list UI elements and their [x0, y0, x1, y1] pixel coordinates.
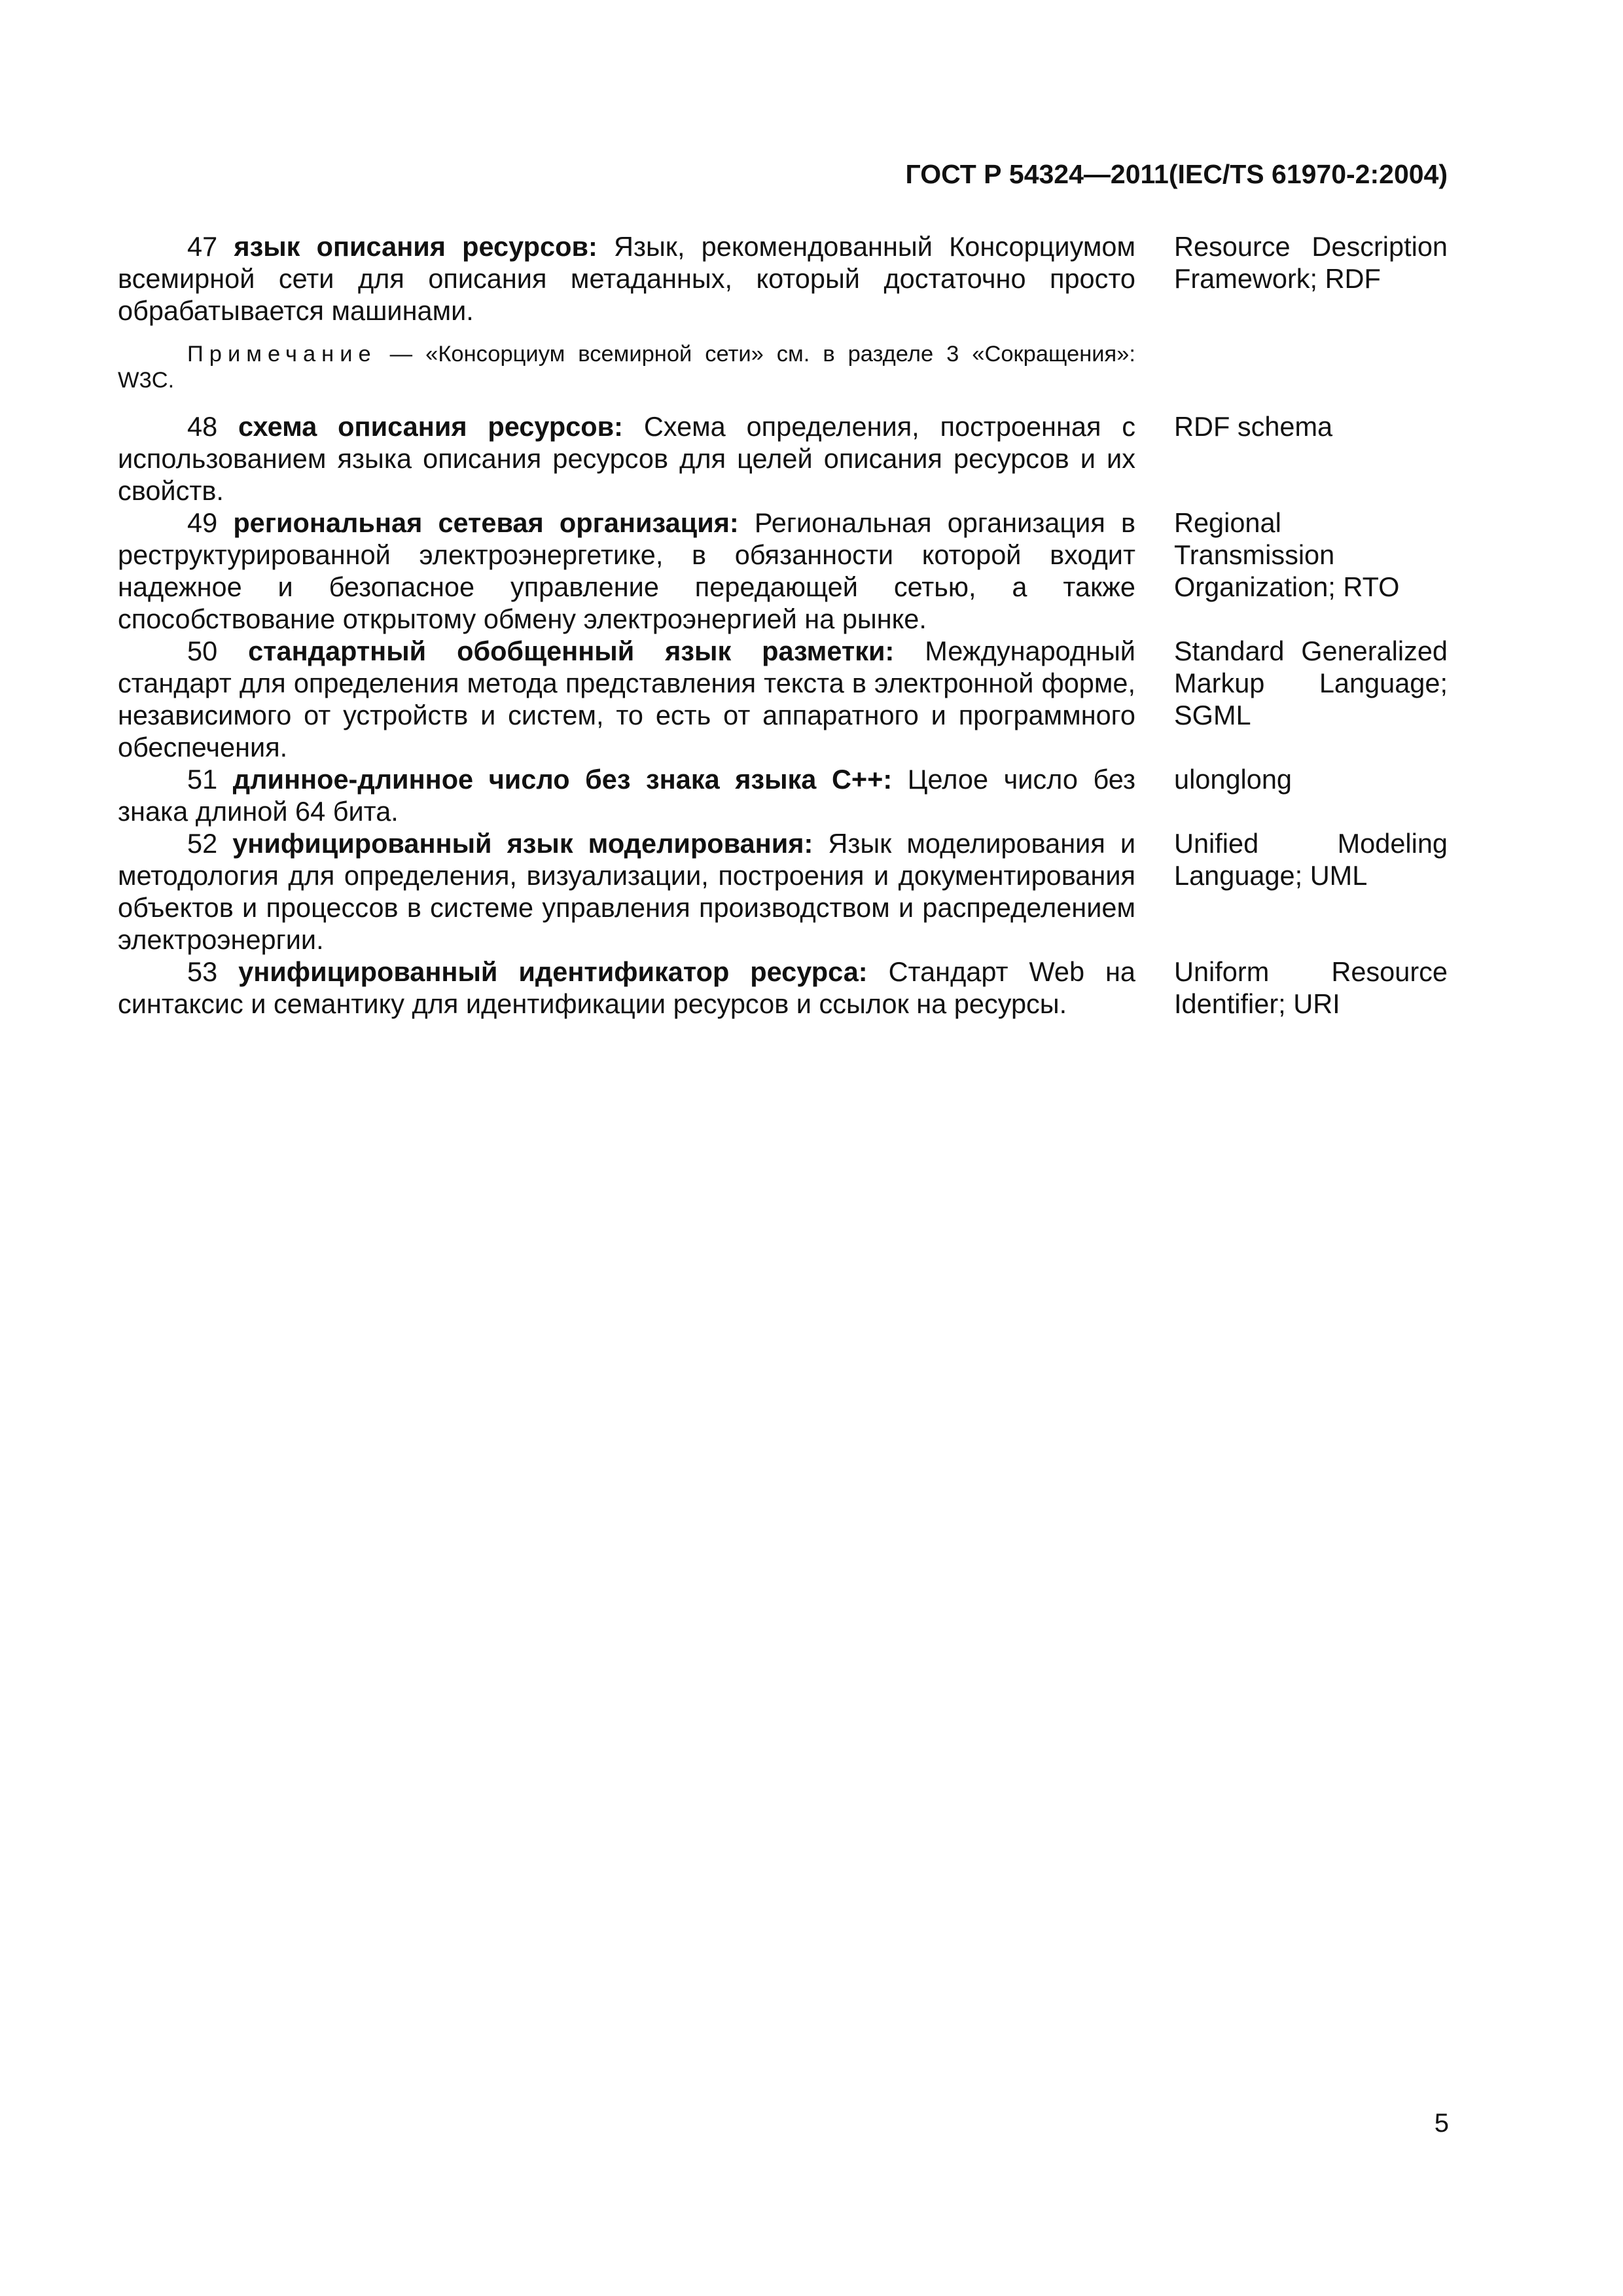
term-entry-49: [118, 507, 1448, 635]
term-number: 51: [187, 764, 218, 795]
english-equivalent: Standard Generalized Markup Language; SGML: [1174, 636, 1448, 730]
term-text: Региональная организация в реструктурированной электроэнергетике, в обязанности которой входит надежное и безопасное управление передающей сетью, а также способствование открытому обмену электроэнергией на рынке.: [118, 507, 1135, 634]
term-entry-52: [118, 827, 1448, 956]
term-number: 47: [187, 231, 218, 262]
term-title: схема описания ресурсов:: [238, 411, 623, 442]
term-title: унифицированный идентификатор ресурса:: [238, 956, 868, 987]
term-title: стандартный обобщенный язык разметки:: [248, 636, 895, 666]
term-definition: [118, 956, 1135, 1020]
term-entry-51: [118, 763, 1448, 827]
term-definition: [118, 635, 1135, 763]
page-number: 5: [1434, 2109, 1449, 2138]
term-number: 50: [187, 636, 218, 666]
term-title: региональная сетевая организация:: [233, 507, 739, 538]
term-entry-48: [118, 410, 1448, 507]
note-label: Примечание: [187, 342, 377, 367]
english-equivalent: ulonglong: [1174, 764, 1293, 795]
term-title: длинное-длинное число без знака языка С++:: [232, 764, 893, 795]
english-equivalent: Resource Description Framework; RDF: [1174, 231, 1448, 294]
term-text: Международный стандарт для определения метода представления текста в электронной форме, независимого от устройств и систем, то есть от аппаратного и программного обеспечения.: [118, 636, 1135, 762]
term-entry-47: [118, 230, 1448, 327]
note: [118, 341, 1135, 393]
english-equivalent: Uniform Resource Identifier; URI: [1174, 956, 1448, 1019]
term-number: 48: [187, 411, 218, 442]
terms-list: [118, 230, 1448, 1020]
term-definition: [118, 827, 1135, 956]
term-text: Схема определения, построенная с использованием языка описания ресурсов для целей описания ресурсов и их свойств.: [118, 411, 1136, 506]
english-equivalent: Unified Modeling Language; UML: [1174, 828, 1448, 891]
term-definition: [118, 410, 1135, 507]
term-number: 49: [187, 507, 218, 538]
term-text: Целое число без знака длиной 64 бита.: [118, 764, 1136, 827]
english-equivalent: Regional Transmission Organization; RTO: [1174, 507, 1400, 602]
note-text: — «Консорциум всемирной сети» см. в разделе 3 «Сокращения»: W3C.: [118, 342, 1135, 393]
term-title: унифицированный язык моделирования:: [232, 828, 813, 859]
term-definition: [118, 507, 1135, 635]
term-definition: [118, 763, 1135, 827]
term-number: 53: [187, 956, 218, 987]
term-number: 52: [187, 828, 218, 859]
term-entry-50: [118, 635, 1448, 763]
document-header: ГОСТ Р 54324—2011(IEC/TS 61970-2:2004): [905, 159, 1448, 189]
term-text: Язык, рекомендованный Консорциумом всемирной сети для описания метаданных, который достаточно просто обрабатывается машинами.: [118, 231, 1135, 326]
term-definition: [118, 230, 1135, 327]
term-entry-53: [118, 956, 1448, 1020]
term-text: Язык моделирования и методология для определения, визуализации, построения и документирования объектов и процессов в системе управления производством и распределением электроэнергии.: [118, 828, 1136, 955]
term-text: Стандарт Web на синтаксис и семантику для идентификации ресурсов и ссылок на ресурсы.: [118, 956, 1136, 1019]
english-equivalent: RDF schema: [1174, 411, 1333, 442]
term-title: язык описания ресурсов:: [234, 231, 597, 262]
